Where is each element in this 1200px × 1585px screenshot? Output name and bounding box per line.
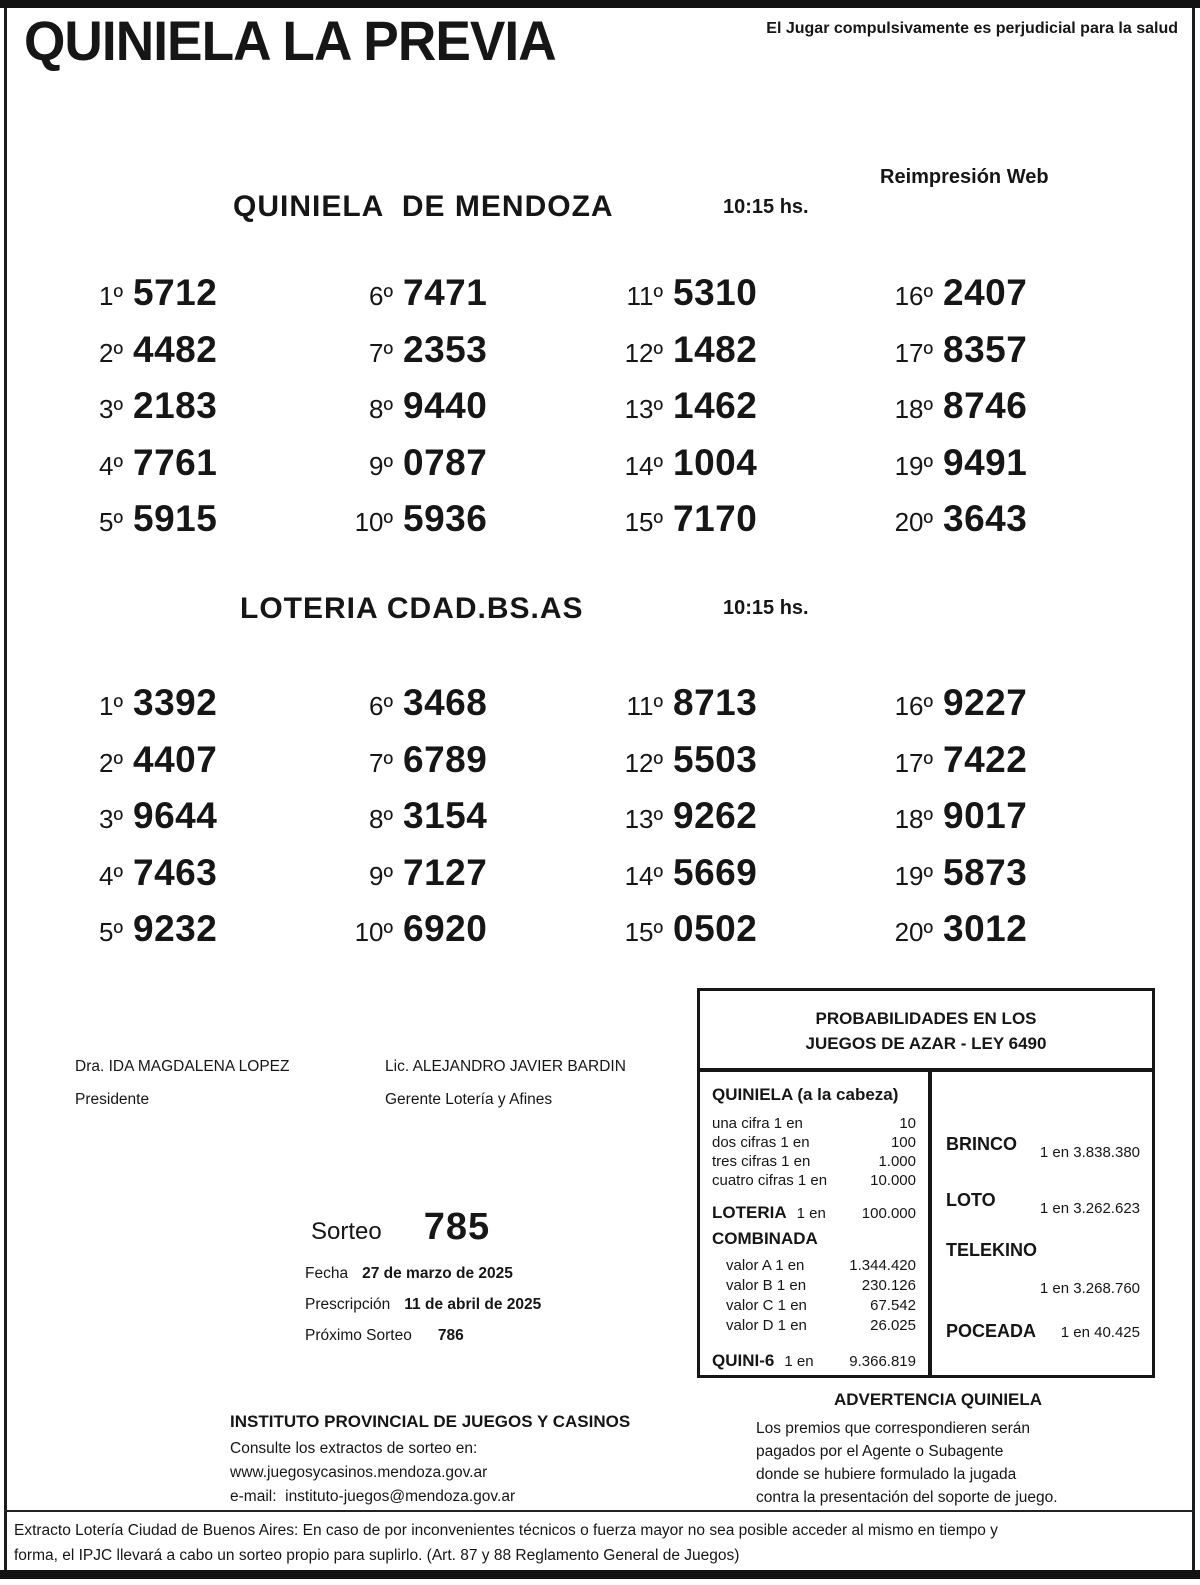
instituto-line: Consulte los extractos de sorteo en: (230, 1440, 478, 1457)
page-title: QUINIELA LA PREVIA (24, 9, 556, 72)
result-position: 11º (626, 691, 663, 721)
page-border-left (4, 8, 7, 1570)
draw-result (65, 272, 335, 329)
draw-result (875, 908, 1145, 965)
prob-label: una cifra 1 en (712, 1115, 803, 1132)
result-number: 4482 (133, 328, 218, 370)
probabilities-title (700, 991, 1152, 1072)
result-number: 7761 (133, 441, 218, 483)
quiniela-prob-rows (712, 1114, 916, 1190)
result-number: 2183 (133, 385, 218, 426)
odds-value: 9.366.819 (849, 1353, 916, 1370)
draw-result (335, 908, 605, 965)
draw-result (605, 272, 875, 329)
prob-label: valor A 1 en (726, 1257, 805, 1274)
result-position: 14º (624, 860, 663, 891)
draw-result (605, 739, 875, 796)
result-number: 8746 (943, 385, 1028, 426)
draw-result (875, 852, 1145, 909)
result-number: 9232 (133, 908, 218, 949)
reprint-label: Reimpresión Web (880, 166, 1049, 188)
official-role: Presidente (75, 1091, 150, 1108)
result-number: 5712 (133, 272, 218, 313)
advertencia-line: donde se hubiere formulado la jugada (756, 1466, 1017, 1483)
page-border-bottom (0, 1570, 1200, 1579)
result-number: 9491 (943, 441, 1028, 483)
result-position: 15º (624, 507, 663, 537)
advertencia-title: ADVERTENCIA QUINIELA (833, 1390, 1043, 1409)
sorteo-row-value: 11 de abril de 2025 (404, 1296, 542, 1313)
prob-game-brinco (946, 1134, 1140, 1170)
result-position: 1º (99, 281, 123, 311)
result-number: 9644 (133, 795, 218, 836)
draw-result (605, 852, 875, 909)
quini6-prob-row (712, 1351, 916, 1371)
probabilities-title-line2: JUEGOS DE AZAR - LEY 6490 (805, 1034, 1047, 1053)
prob-label: valor D 1 en (726, 1317, 807, 1334)
probabilities-right-column (932, 1072, 1152, 1375)
result-number: 3154 (403, 795, 488, 836)
draw-result (335, 385, 605, 442)
sorteo-row-label: Prescripción (305, 1296, 391, 1313)
result-position: 6º (369, 281, 393, 311)
result-position: 11º (626, 281, 663, 311)
draw-result (335, 498, 605, 555)
result-position: 6º (369, 691, 393, 721)
combinada-prob-row (712, 1276, 916, 1296)
draw-result (605, 795, 875, 852)
combinada-prob-row (712, 1256, 916, 1276)
draw-result (335, 739, 605, 796)
prob-game-poceada (946, 1321, 1140, 1357)
game-name: LOTO (946, 1190, 996, 1210)
prob-value: 26.025 (870, 1317, 916, 1334)
draw-title-bsas: LOTERIA CDAD.BS.AS (240, 592, 584, 625)
draw-result (875, 498, 1145, 555)
draw-results-grid-bsas (65, 682, 1145, 965)
draw-result (65, 908, 335, 965)
result-number: 7422 (943, 738, 1028, 780)
advertencia-line: pagados por el Agente o Subagente (756, 1443, 1004, 1460)
result-position: 8º (369, 394, 393, 424)
result-number: 9262 (673, 795, 758, 836)
advertencia-line: contra la presentación del soporte de juego. (756, 1489, 1058, 1506)
odds-connector: 1 en (784, 1353, 814, 1370)
prob-value: 230.126 (861, 1277, 916, 1294)
instituto-email: e-mail: instituto-juegos@mendoza.gov.ar (230, 1488, 516, 1505)
draw-result (65, 498, 335, 555)
draw-result (65, 385, 335, 442)
page-border-right (1192, 8, 1195, 1570)
result-number: 9440 (403, 385, 488, 426)
prob-label: dos cifras 1 en (712, 1134, 810, 1151)
result-number: 7471 (403, 272, 488, 313)
footer-note (14, 1519, 1186, 1568)
draw-result (875, 739, 1145, 796)
result-position: 2º (99, 337, 123, 368)
result-position: 19º (894, 450, 933, 481)
draw-result (875, 329, 1145, 386)
result-number: 5936 (403, 498, 488, 539)
draw-result (875, 795, 1145, 852)
draw-result (605, 908, 875, 965)
prob-label: valor B 1 en (726, 1277, 807, 1294)
result-position: 13º (624, 394, 663, 424)
result-position: 13º (624, 804, 663, 834)
sorteo-prescription-row (305, 1296, 541, 1314)
draw-results-grid-mendoza (65, 272, 1145, 555)
result-position: 8º (369, 804, 393, 834)
draw-result (875, 385, 1145, 442)
prob-value: 10 (899, 1115, 916, 1132)
result-position: 9º (369, 860, 393, 891)
odds-connector: 1 en (796, 1205, 826, 1222)
draw-time-bsas: 10:15 hs. (723, 597, 809, 619)
draw-result (65, 852, 335, 909)
result-number: 2353 (403, 328, 488, 370)
result-position: 12º (624, 747, 663, 778)
result-number: 8713 (673, 682, 758, 723)
result-position: 17º (894, 337, 933, 368)
result-number: 9227 (943, 682, 1028, 723)
draw-result (335, 682, 605, 739)
draw-result (65, 442, 335, 499)
footer-divider (4, 1510, 1195, 1512)
result-position: 10º (354, 507, 393, 537)
game-name: QUINI-6 (712, 1351, 775, 1370)
prob-value: 1.000 (878, 1153, 916, 1170)
result-number: 5503 (673, 738, 758, 780)
game-name: BRINCO (946, 1134, 1017, 1154)
result-position: 9º (369, 450, 393, 481)
combinada-prob-row (712, 1316, 916, 1336)
sorteo-row-value: 786 (437, 1327, 464, 1344)
combinada-prob-rows (712, 1256, 916, 1336)
draw-title-mendoza: QUINIELA DE MENDOZA (233, 190, 614, 223)
official-role: Gerente Lotería y Afines (385, 1091, 553, 1108)
result-position: 5º (99, 917, 123, 947)
result-number: 3643 (943, 498, 1028, 539)
sorteo-next-row (305, 1327, 541, 1345)
result-number: 3468 (403, 682, 488, 723)
game-name: TELEKINO (946, 1240, 1038, 1260)
draw-result (605, 498, 875, 555)
prob-label: cuatro cifras 1 en (712, 1172, 828, 1189)
official-manager (385, 1058, 626, 1109)
draw-result (875, 682, 1145, 739)
footer-line: forma, el IPJC llevará a cabo un sorteo propio para suplirlo. (Art. 87 y 88 Reglamento General de Juegos) (14, 1546, 740, 1564)
result-position: 3º (99, 804, 123, 834)
result-number: 5915 (133, 498, 218, 539)
official-name: Lic. ALEJANDRO JAVIER BARDIN (385, 1058, 626, 1075)
draw-result (605, 329, 875, 386)
loteria-prob-row (712, 1203, 916, 1223)
result-number: 1482 (673, 328, 758, 370)
result-number: 5873 (943, 851, 1028, 893)
prob-game-telekino (946, 1240, 1140, 1297)
probabilities-left-column (700, 1072, 932, 1375)
probabilities-box (697, 988, 1155, 1378)
game-odds: 1 en 40.425 (1060, 1324, 1140, 1341)
result-number: 1462 (673, 385, 758, 426)
game-name: LOTERIA (712, 1203, 787, 1222)
result-number: 6789 (403, 738, 488, 780)
instituto-url: www.juegosycasinos.mendoza.gov.ar (230, 1464, 488, 1481)
footer-line: Extracto Lotería Ciudad de Buenos Aires: En caso de por inconvenientes técnicos o fuerza mayor no sea posible acceder al mismo en tiempo y (14, 1522, 998, 1539)
result-number: 0787 (403, 441, 488, 483)
draw-result (335, 442, 605, 499)
page-border-top (0, 0, 1200, 8)
quiniela-prob-row (712, 1133, 916, 1152)
odds-value: 100.000 (861, 1205, 916, 1222)
result-position: 20º (894, 917, 933, 947)
quiniela-prob-row (712, 1152, 916, 1171)
result-position: 15º (624, 917, 663, 947)
prob-value: 67.542 (870, 1297, 916, 1314)
result-position: 16º (894, 691, 933, 721)
game-name: POCEADA (946, 1321, 1037, 1341)
sorteo-row-value: 27 de marzo de 2025 (362, 1265, 513, 1282)
result-position: 2º (99, 747, 123, 778)
prob-game-loto (946, 1190, 1140, 1226)
prob-value: 10.000 (870, 1172, 916, 1189)
result-position: 14º (624, 450, 663, 481)
result-number: 6920 (403, 908, 488, 949)
draw-result (65, 682, 335, 739)
draw-time-mendoza: 10:15 hs. (723, 196, 809, 218)
game-odds: 1 en 3.268.760 (1039, 1280, 1140, 1297)
combinada-prob-header: COMBINADA (712, 1229, 818, 1248)
result-number: 3012 (943, 908, 1028, 949)
quiniela-prob-row (712, 1114, 916, 1133)
quiniela-prob-header: QUINIELA (a la cabeza) (712, 1085, 899, 1104)
prob-value: 100 (890, 1134, 916, 1151)
result-position: 19º (894, 860, 933, 891)
sorteo-number: 785 (423, 1206, 491, 1248)
result-number: 2407 (943, 272, 1028, 313)
sorteo-row-label: Fecha (305, 1265, 349, 1282)
sorteo-label: Sorteo (311, 1218, 382, 1245)
result-position: 4º (99, 860, 123, 891)
draw-result (605, 442, 875, 499)
result-position: 7º (369, 337, 393, 368)
sorteo-date-row (305, 1265, 541, 1283)
result-number: 1004 (673, 441, 758, 483)
result-number: 5669 (673, 851, 758, 893)
instituto-title: INSTITUTO PROVINCIAL DE JUEGOS Y CASINOS (230, 1412, 631, 1431)
result-position: 5º (99, 507, 123, 537)
game-odds: 1 en 3.838.380 (1039, 1144, 1140, 1161)
result-position: 4º (99, 450, 123, 481)
draw-result (65, 329, 335, 386)
result-number: 8357 (943, 328, 1028, 370)
game-odds: 1 en 3.262.623 (1039, 1200, 1140, 1217)
result-position: 12º (624, 337, 663, 368)
result-number: 4407 (133, 738, 218, 780)
result-number: 3392 (133, 682, 218, 723)
draw-result (335, 852, 605, 909)
result-position: 20º (894, 507, 933, 537)
probabilities-title-line1: PROBABILIDADES EN LOS (815, 1009, 1037, 1028)
draw-result (875, 272, 1145, 329)
result-position: 1º (99, 691, 123, 721)
draw-result (335, 795, 605, 852)
draw-result (65, 739, 335, 796)
result-number: 7170 (673, 498, 758, 539)
instituto-section (230, 1412, 630, 1509)
draw-result (65, 795, 335, 852)
draw-result (335, 329, 605, 386)
draw-result (335, 272, 605, 329)
result-number: 9017 (943, 795, 1028, 836)
advertencia-line: Los premios que correspondieren serán (756, 1420, 1030, 1437)
result-number: 0502 (673, 908, 758, 949)
combinada-prob-row (712, 1296, 916, 1316)
sorteo-block (305, 1206, 541, 1345)
draw-result (605, 682, 875, 739)
prob-value: 1.344.420 (849, 1257, 916, 1274)
official-president (75, 1058, 289, 1109)
advertencia-section (728, 1390, 1148, 1509)
result-number: 7127 (403, 851, 488, 893)
result-position: 3º (99, 394, 123, 424)
health-warning: El Jugar compulsivamente es perjudicial para la salud (766, 20, 1178, 37)
prob-label: valor C 1 en (726, 1297, 807, 1314)
result-position: 10º (354, 917, 393, 947)
official-name: Dra. IDA MAGDALENA LOPEZ (75, 1058, 290, 1075)
result-position: 17º (894, 747, 933, 778)
result-position: 18º (894, 804, 933, 834)
quiniela-prob-row (712, 1171, 916, 1190)
sorteo-row-label: Próximo Sorteo (305, 1327, 412, 1344)
prob-label: tres cifras 1 en (712, 1153, 811, 1170)
draw-result (875, 442, 1145, 499)
result-number: 5310 (673, 272, 758, 313)
draw-result (605, 385, 875, 442)
result-position: 18º (894, 394, 933, 424)
result-number: 7463 (133, 851, 218, 893)
result-position: 7º (369, 747, 393, 778)
result-position: 16º (894, 281, 933, 311)
